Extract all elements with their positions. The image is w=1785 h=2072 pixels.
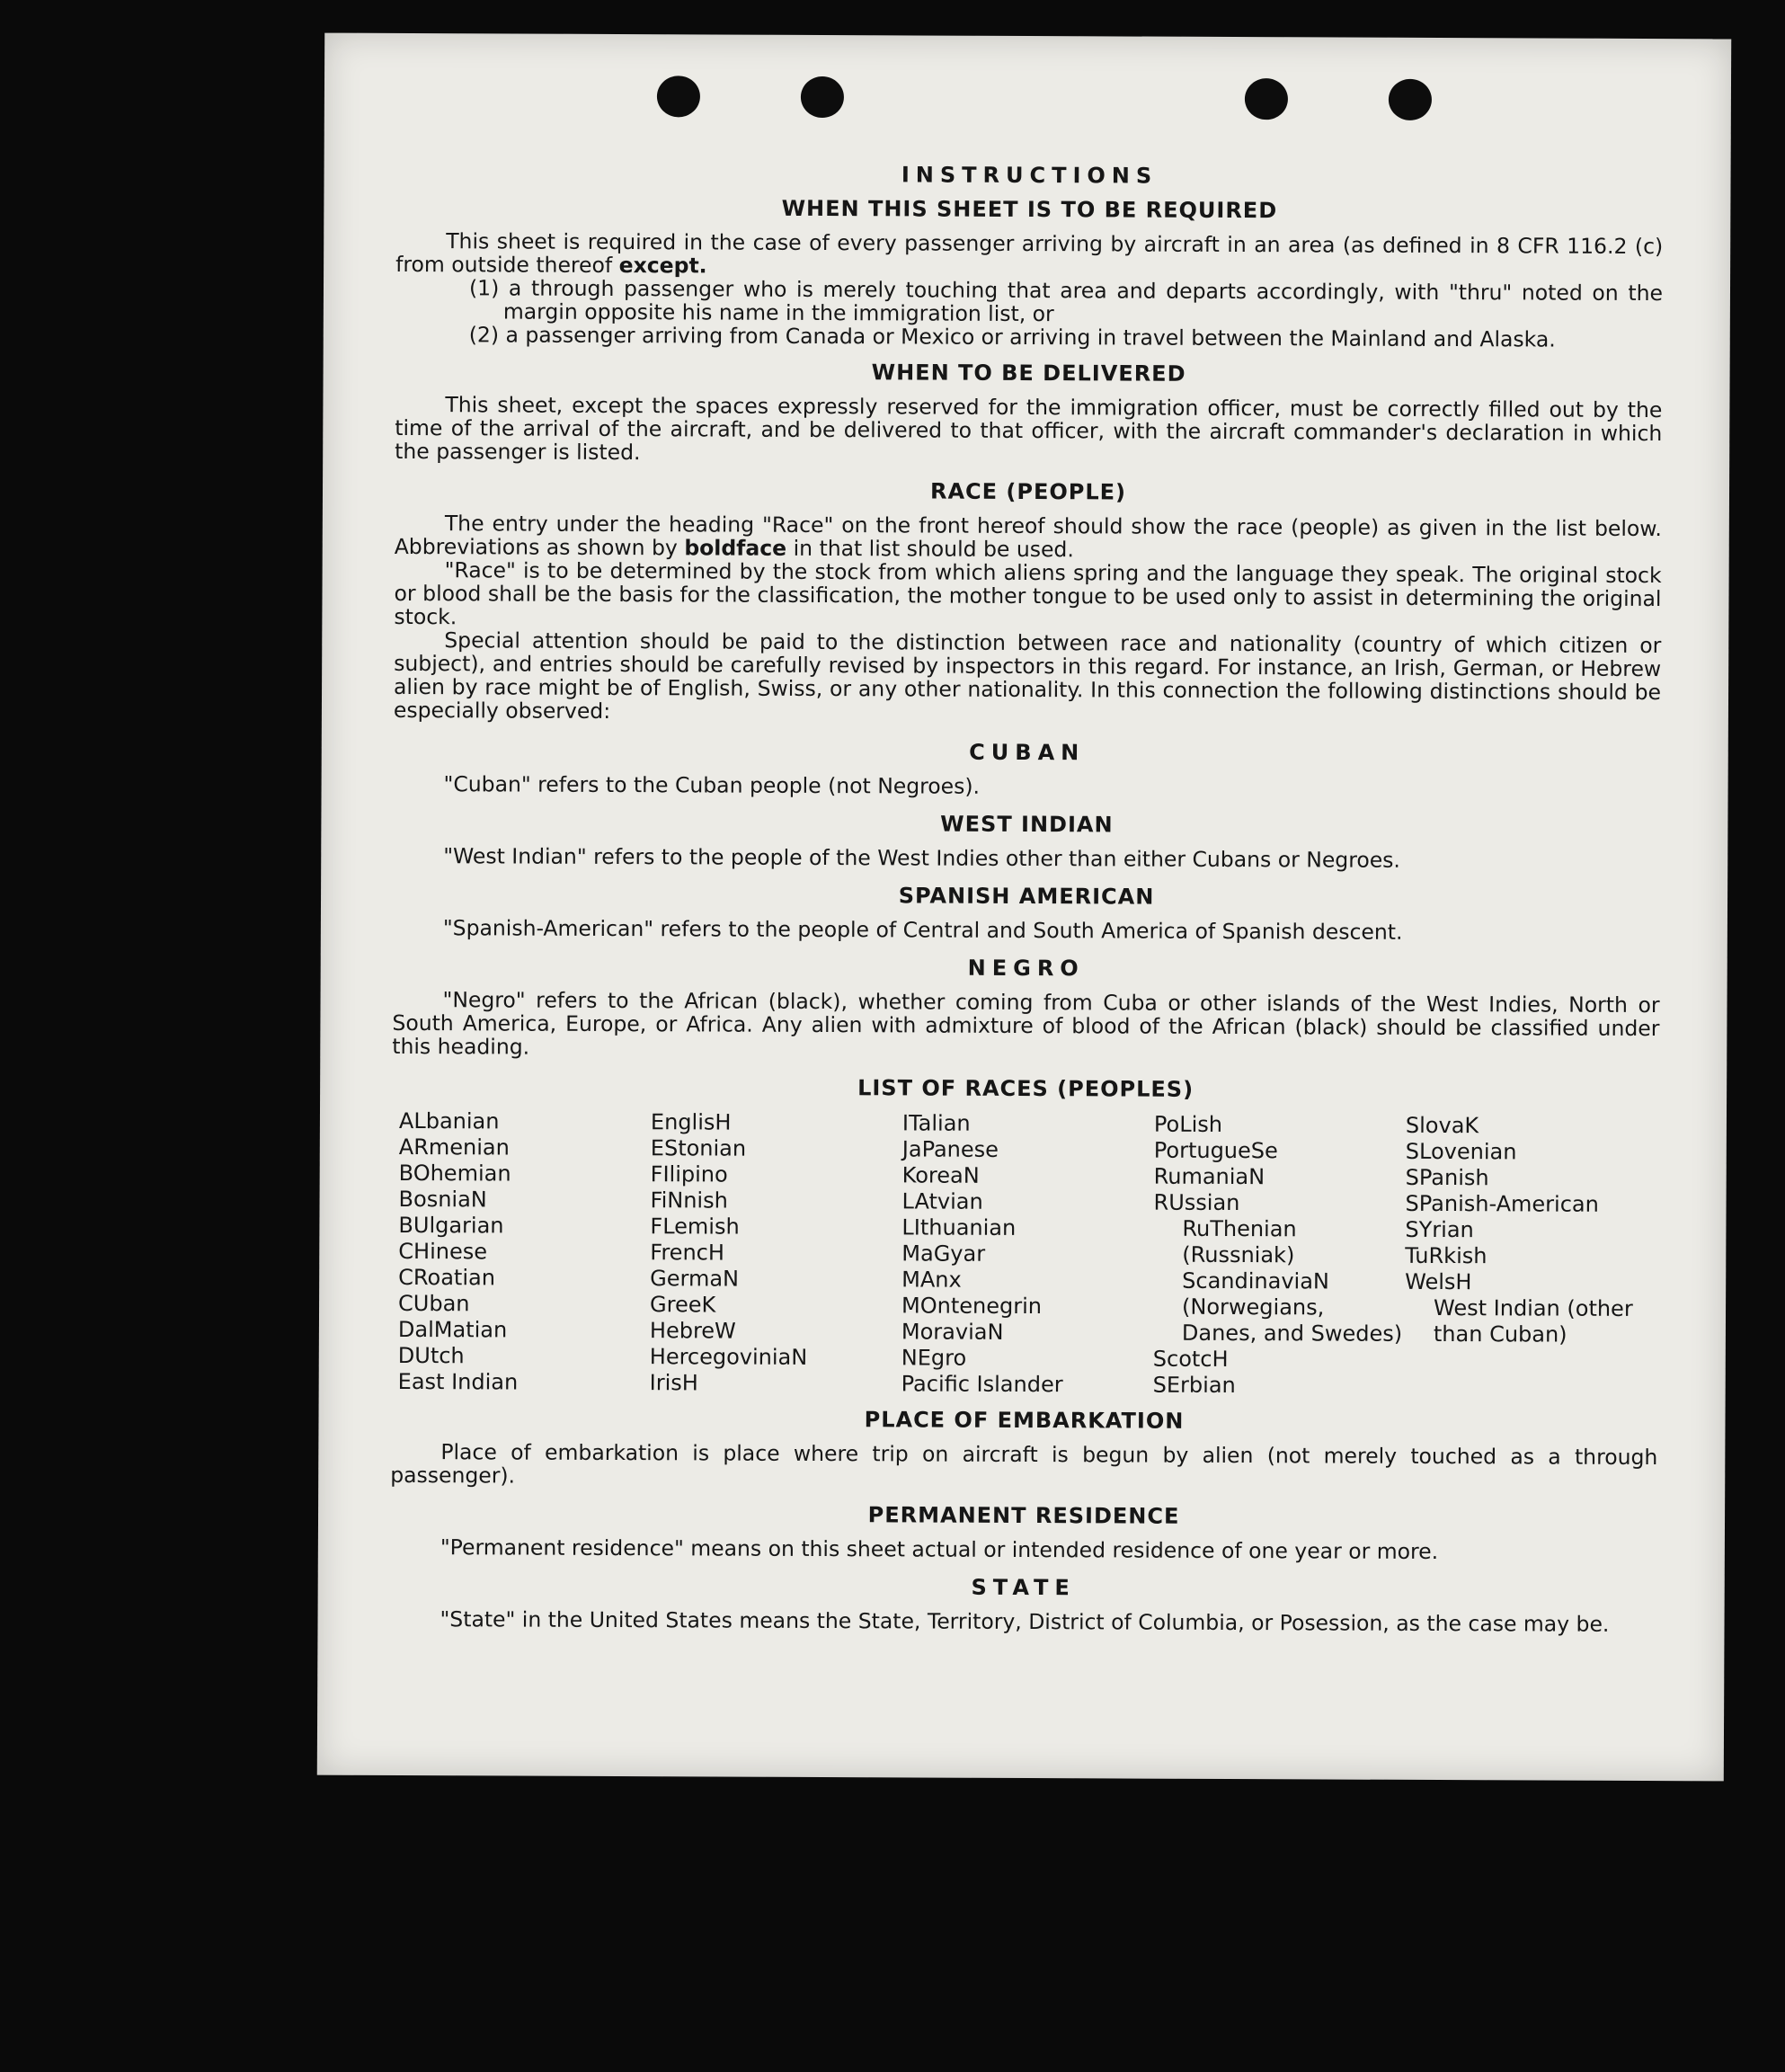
list-heading: LIST OF RACES (PEOPLES) — [857, 1075, 1194, 1102]
race-item: SYrian — [1405, 1216, 1474, 1243]
race-item: DalMatian — [397, 1316, 508, 1343]
residence-heading: PERMANENT RESIDENCE — [867, 1502, 1180, 1529]
races-column-5 — [1405, 1113, 1657, 1401]
race-item: RuThenian (Russniak) — [1182, 1215, 1297, 1268]
race-item: ScandinaviaN (Norwegians, Danes, and Swedes) — [1181, 1267, 1403, 1347]
race-item: GreeK — [650, 1292, 716, 1318]
delivered-paragraph: This sheet, except the spaces expressly reserved for the immigration officer, must be correctly filled out by the time of the arrival of the aircraft, and be delivered to that officer, with the aircraft commander's declaration in which the passenger is listed. — [395, 392, 1663, 466]
race-paragraph-3: Special attention should be paid to the distinction between race and nationality (country of which citizen or subject), and entries should be carefully revised by inspectors in this regard. For instance, an Irish, German, or Hebrew alien by race might be of English, Swiss, or any other nationality. In this connection the following distinctions should be especially observed: — [393, 627, 1662, 724]
race-item: FLemish — [650, 1214, 740, 1240]
spanish-paragraph: "Spanish-American" refers to the people of Central and South America of Spanish descent. — [442, 915, 1403, 945]
delivered-heading: WHEN TO BE DELIVERED — [871, 360, 1186, 387]
race-item: MAnx — [901, 1267, 962, 1293]
race-item: BosniaN — [398, 1186, 487, 1213]
race-item: ALbanian — [398, 1107, 500, 1134]
race-heading: RACE (PEOPLE) — [929, 478, 1127, 505]
race-item: CUban — [398, 1290, 470, 1317]
race-item: CRoatian — [398, 1264, 496, 1291]
required-item-2: (2) a passenger arriving from Canada or Mexico or arriving in travel between the Mainland and Alaska. — [468, 322, 1556, 352]
race-item: RUssian — [1153, 1189, 1240, 1216]
punch-hole — [801, 76, 844, 118]
races-list — [398, 1108, 1657, 1401]
instructions-body — [389, 161, 1663, 1636]
races-column-2 — [650, 1109, 902, 1397]
race-item: HercegoviniaN — [649, 1344, 808, 1370]
westindian-paragraph: "West Indian" refers to the people of the West Indies other than either Cubans or Negroes. — [443, 843, 1400, 873]
instructions-title: INSTRUCTIONS — [901, 162, 1159, 189]
embark-paragraph: Place of embarkation is place where trip on aircraft is begun by alien (not merely touched as a through passenger). — [390, 1439, 1658, 1489]
race-paragraph-2: "Race" is to be determined by the stock from which aliens spring and the language they speak. The original stock or blood shall be the basis for the classification, the mother tongue to be used only to assist in determining the original stock. — [394, 557, 1662, 630]
race-item: RumaniaN — [1153, 1163, 1265, 1190]
cuban-heading: CUBAN — [969, 739, 1086, 766]
race-item: CHinese — [398, 1238, 488, 1265]
race-item: FIlipino — [650, 1161, 728, 1187]
required-paragraph: This sheet is required in the case of every passenger arriving by aircraft in an area (as defined in 8 CFR 116.2 (c) from outside thereof except. — [395, 228, 1664, 279]
race-item: TuRkish — [1405, 1242, 1488, 1269]
state-paragraph: "State" in the United States means the State, Territory, District of Columbia, or Posession, as the case may be. — [440, 1606, 1610, 1637]
race-item: SlovaK — [1405, 1112, 1479, 1139]
spanish-heading: SPANISH AMERICAN — [898, 883, 1155, 910]
punch-hole — [1389, 79, 1432, 120]
race-item: WelsH — [1405, 1268, 1472, 1295]
punch-hole — [657, 76, 700, 117]
races-column-1 — [398, 1108, 651, 1396]
race-item: ARmenian — [398, 1134, 510, 1160]
cuban-paragraph: "Cuban" refers to the Cuban people (not Negroes). — [443, 771, 981, 799]
race-item: Pacific Islander — [901, 1371, 1063, 1398]
race-item: PortugueSe — [1153, 1137, 1278, 1164]
residence-paragraph: "Permanent residence" means on this sheet actual or intended residence of one year or more. — [440, 1534, 1439, 1565]
race-item: LIthuanian — [901, 1214, 1017, 1241]
race-item: ITalian — [901, 1110, 971, 1136]
race-item: JaPanese — [901, 1136, 999, 1162]
race-item: ScotcH — [1152, 1346, 1229, 1372]
race-item: PoLish — [1153, 1111, 1223, 1137]
races-column-3 — [901, 1110, 1154, 1398]
race-item: MOntenegrin — [901, 1293, 1043, 1320]
race-item: LAtvian — [901, 1188, 983, 1214]
race-item: BOhemian — [398, 1160, 511, 1187]
race-paragraph-1: The entry under the heading "Race" on the front hereof should show the race (people) as given in the list below. Abbreviations as shown by boldface in that list should be used. — [394, 511, 1662, 563]
race-item: EStonian — [650, 1135, 747, 1161]
race-item: EnglisH — [650, 1109, 732, 1135]
race-item: BUlgarian — [398, 1212, 504, 1239]
race-item: SLovenian — [1405, 1138, 1517, 1165]
race-item: FrencH — [650, 1240, 725, 1266]
race-item: SPanish — [1405, 1164, 1489, 1191]
race-item: SErbian — [1152, 1372, 1236, 1399]
race-item: MoraviaN — [901, 1319, 1004, 1345]
negro-paragraph: "Negro" refers to the African (black), whether coming from Cuba or other islands of the West Indies, North or South America, Europe, or Africa. Any alien with admixture of blood of the African (black) should be classified under this heading. — [392, 987, 1660, 1060]
race-item: NEgro — [901, 1345, 967, 1371]
race-item: SPanish-American — [1405, 1190, 1599, 1217]
races-column-4 — [1153, 1112, 1406, 1400]
race-item: HebreW — [649, 1318, 736, 1344]
required-heading: WHEN THIS SHEET IS TO BE REQUIRED — [781, 195, 1278, 224]
race-item: GermaN — [650, 1266, 740, 1292]
race-item: East Indian — [397, 1368, 519, 1395]
document-page — [317, 33, 1731, 1782]
race-item: KoreaN — [901, 1162, 980, 1188]
required-item-1: (1) a through passenger who is merely touching that area and departs accordingly, with "thru" noted on the margin opposite his name in the immigration list, or — [468, 275, 1664, 327]
race-item: DUtch — [397, 1342, 465, 1369]
westindian-heading: WEST INDIAN — [940, 811, 1114, 838]
state-heading: STATE — [971, 1574, 1076, 1601]
embark-heading: PLACE OF EMBARKATION — [864, 1407, 1185, 1434]
race-item: MaGyar — [901, 1241, 986, 1267]
negro-heading: NEGRO — [967, 955, 1085, 982]
race-item: FiNnish — [650, 1187, 728, 1214]
race-item: IrisH — [649, 1370, 698, 1396]
punch-hole — [1245, 78, 1288, 120]
race-item: West Indian (other than Cuban) — [1433, 1294, 1633, 1347]
